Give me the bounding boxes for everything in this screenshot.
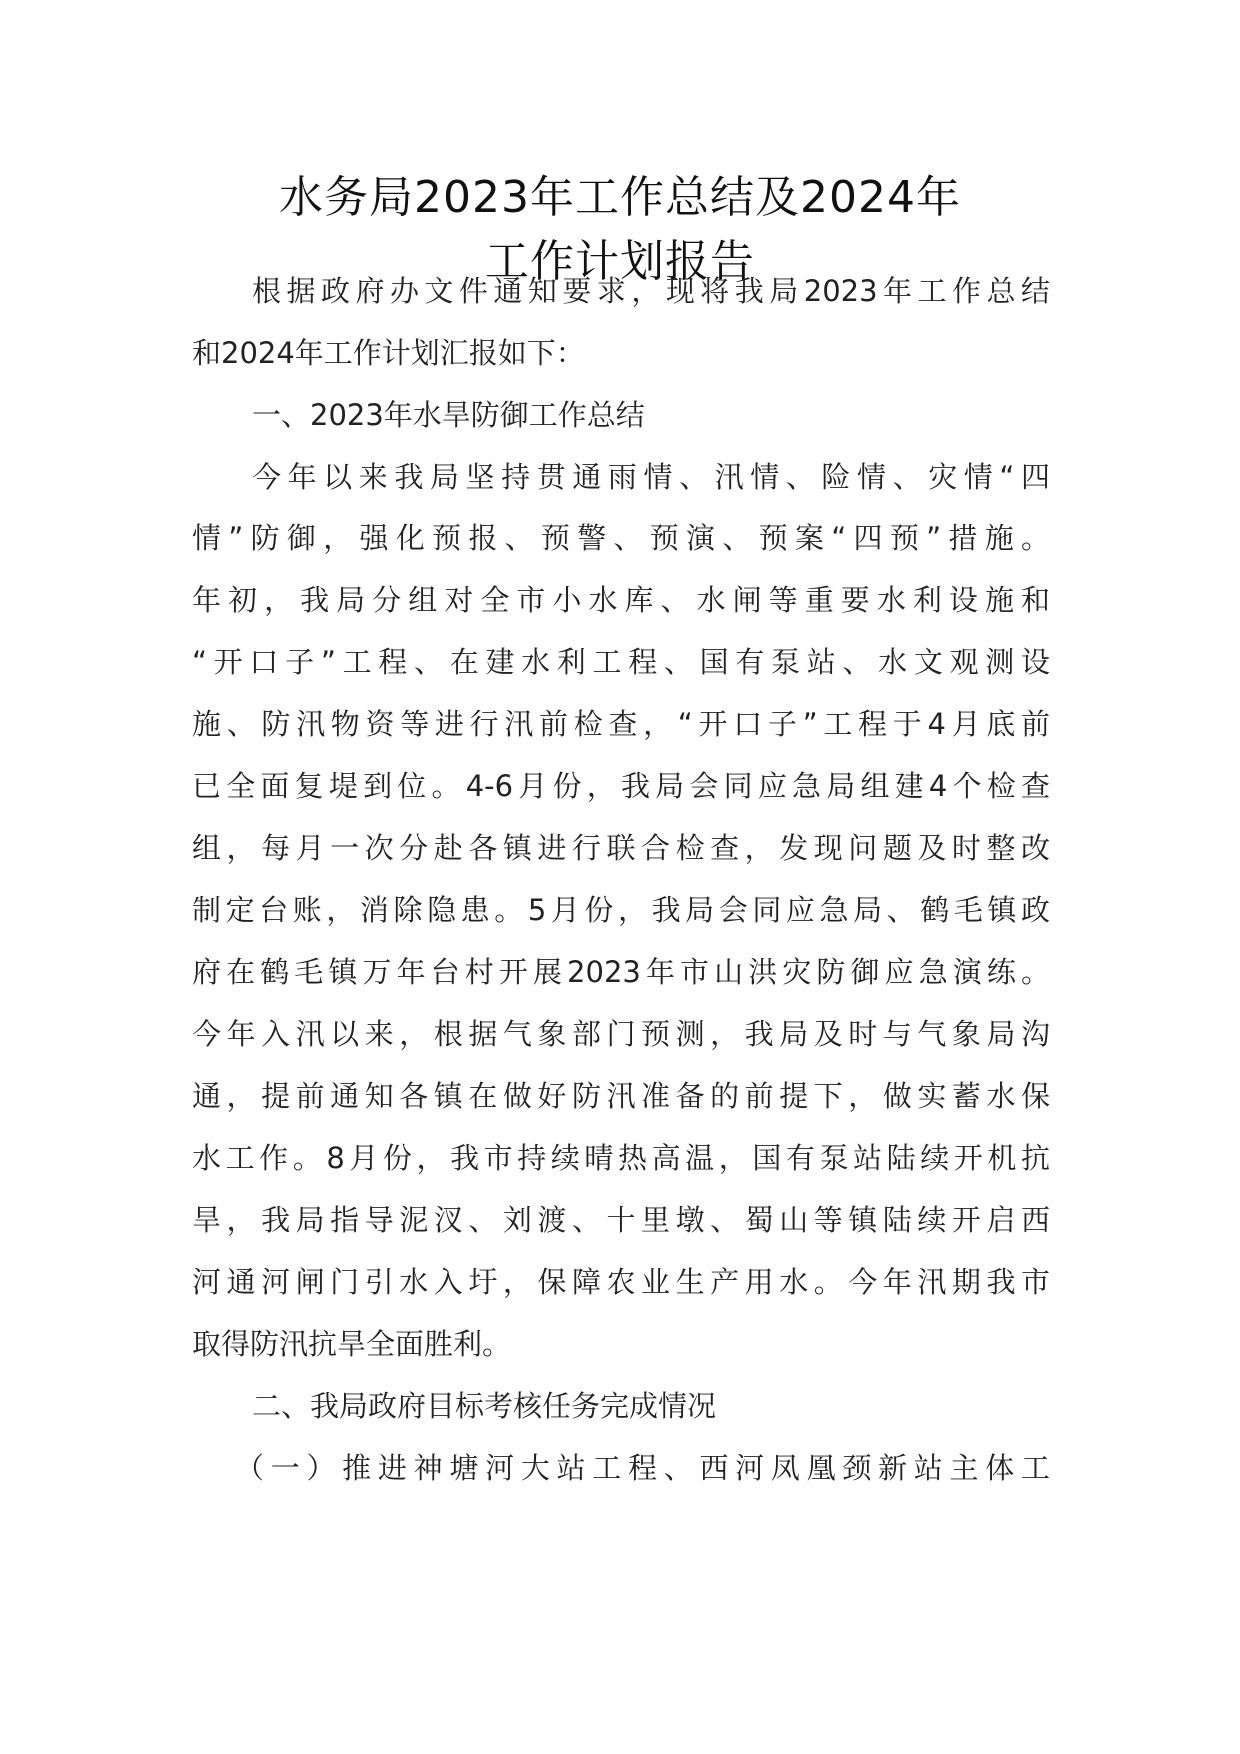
paragraph-line: （一）推进神塘河大站工程、西河凤凰颈新站主体工 [235,1451,1050,1485]
paragraph-line: 年初，我局分组对全市小水库、水闸等重要水利设施和 [192,583,1050,617]
paragraph-line: 府在鹤毛镇万年台村开展2023年市山洪灾防御应急演练。 [192,955,1050,989]
paragraph-line: 制定台账，消除隐患。5月份，我局会同应急局、鹤毛镇政 [192,893,1050,927]
section-heading-2: 二、我局政府目标考核任务完成情况 [252,1389,717,1423]
paragraph-line: 河通河闸门引水入圩，保障农业生产用水。今年汛期我市 [192,1265,1050,1299]
paragraph-line: 已全面复堤到位。4-6月份，我局会同应急局组建4个检查 [192,769,1050,803]
paragraph-line: 根据政府办文件通知要求，现将我局2023年工作总结 [252,274,1050,308]
document-title-line-1: 水务局2023年工作总结及2024年 [279,172,961,223]
section-heading-1: 一、2023年水旱防御工作总结 [252,398,645,432]
paragraph-line: 旱，我局指导泥汊、刘渡、十里墩、蜀山等镇陆续开启西 [192,1203,1050,1237]
paragraph-line: 施、防汛物资等进行汛前检查，“开口子”工程于4月底前 [192,707,1050,741]
paragraph-line: 和2024年工作计划汇报如下： [192,336,585,370]
paragraph-line: 组，每月一次分赴各镇进行联合检查，发现问题及时整改 [192,831,1050,865]
paragraph-line: 今年入汛以来，根据气象部门预测，我局及时与气象局沟 [192,1017,1050,1051]
document-title-line-2: 工作计划报告 [485,236,755,287]
paragraph-line: 今年以来我局坚持贯通雨情、汛情、险情、灾情“四 [252,460,1050,494]
paragraph-line: 情”防御，强化预报、预警、预演、预案“四预”措施。 [192,521,1050,555]
paragraph-line: 通，提前通知各镇在做好防汛准备的前提下，做实蓄水保 [192,1079,1050,1113]
paragraph-line: “开口子”工程、在建水利工程、国有泵站、水文观测设 [192,645,1050,679]
paragraph-line: 取得防汛抗旱全面胜利。 [192,1327,512,1361]
paragraph-line: 水工作。8月份，我市持续晴热高温，国有泵站陆续开机抗 [192,1141,1050,1175]
